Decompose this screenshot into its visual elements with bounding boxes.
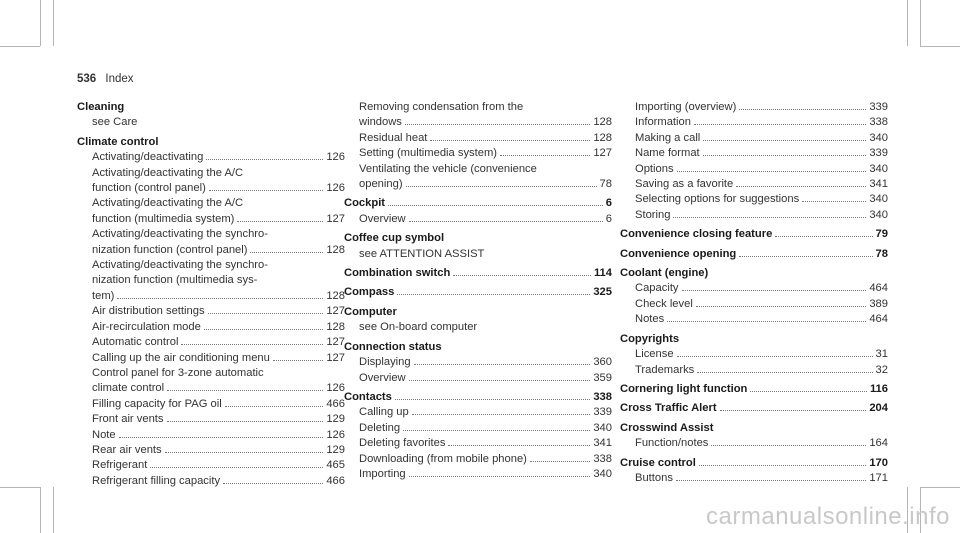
page-ref: 338 bbox=[593, 452, 612, 465]
index-subentry bbox=[77, 458, 345, 473]
index-subentry-text: Deleting bbox=[359, 421, 401, 434]
page-ref: 6 bbox=[605, 212, 612, 225]
index-heading-text: Combination switch bbox=[344, 267, 451, 280]
index-heading-text: Contacts bbox=[344, 390, 392, 403]
dot-leader bbox=[736, 186, 866, 187]
page-ref: 338 bbox=[869, 116, 888, 129]
index-subentry-text: Activating/deactivating bbox=[92, 151, 204, 164]
index-entry bbox=[344, 285, 612, 300]
dot-leader bbox=[406, 186, 597, 187]
page-ref: 127 bbox=[326, 351, 345, 364]
index-entry bbox=[620, 421, 888, 452]
dot-leader bbox=[448, 445, 590, 446]
index-subentry-text: tem) bbox=[92, 289, 115, 302]
page-ref: 79 bbox=[875, 228, 888, 241]
index-subentry bbox=[344, 436, 612, 451]
index-subentry bbox=[344, 452, 612, 467]
index-subentry-text: function (multimedia system) bbox=[92, 212, 235, 225]
index-subentry-text: Calling up bbox=[359, 406, 409, 419]
page-ref: 389 bbox=[869, 297, 888, 310]
index-entry bbox=[620, 247, 888, 262]
dot-leader bbox=[273, 360, 323, 361]
dot-leader bbox=[167, 421, 324, 422]
dot-leader bbox=[775, 236, 872, 237]
index-subentry-text: Deleting favorites bbox=[359, 437, 446, 450]
page-ref: 170 bbox=[869, 456, 888, 469]
dot-leader bbox=[225, 406, 324, 407]
dot-leader bbox=[388, 205, 603, 206]
index-subentry-text: Options bbox=[635, 162, 674, 175]
dot-leader bbox=[409, 476, 591, 477]
index-entry bbox=[77, 100, 345, 131]
crop-mark-bottom-left-h bbox=[0, 487, 40, 488]
dot-leader bbox=[673, 217, 866, 218]
page-ref: 340 bbox=[593, 467, 612, 480]
watermark-text: carmanualsonline.info bbox=[706, 503, 950, 530]
page-ref: 325 bbox=[593, 286, 612, 299]
dot-leader bbox=[403, 430, 590, 431]
index-subentry bbox=[77, 381, 345, 396]
index-heading bbox=[620, 247, 888, 262]
index-subentry bbox=[620, 471, 888, 486]
index-subentry-text: windows bbox=[359, 116, 402, 129]
index-entry bbox=[620, 227, 888, 242]
page-ref: 341 bbox=[869, 178, 888, 191]
index-column-1 bbox=[77, 100, 345, 493]
index-heading: Coffee cup symbol bbox=[344, 232, 445, 245]
index-subentry bbox=[344, 131, 612, 146]
index-heading-text: Cross Traffic Alert bbox=[620, 402, 717, 415]
page-ref: 127 bbox=[326, 336, 345, 349]
index-subentry bbox=[77, 320, 345, 335]
crop-mark-top-left-v2 bbox=[53, 0, 54, 46]
page-ref: 171 bbox=[869, 471, 888, 484]
index-subentry-text: Residual heat bbox=[359, 131, 428, 144]
crop-mark-top-right-v bbox=[907, 0, 908, 46]
index-heading: Coolant (engine) bbox=[620, 267, 709, 280]
dot-leader bbox=[677, 171, 867, 172]
page-ref: 129 bbox=[326, 443, 345, 456]
index-subentry-text: Refrigerant filling capacity bbox=[92, 474, 221, 487]
index-heading bbox=[620, 401, 888, 416]
page-ref: 338 bbox=[593, 390, 612, 403]
index-heading: Connection status bbox=[344, 340, 442, 353]
index-subentry bbox=[620, 208, 888, 223]
index-heading-text: Cruise control bbox=[620, 456, 696, 469]
page-ref: 340 bbox=[869, 131, 888, 144]
page-ref: 359 bbox=[593, 371, 612, 384]
dot-leader bbox=[165, 452, 324, 453]
page-ref: 78 bbox=[875, 247, 888, 260]
dot-leader bbox=[694, 124, 866, 125]
index-subentry bbox=[77, 289, 345, 304]
index-subentry-text: Control panel for 3-zone automatic bbox=[92, 366, 264, 379]
dot-leader bbox=[237, 221, 323, 222]
index-subentry bbox=[77, 428, 345, 443]
crop-mark-top-right-h bbox=[920, 46, 960, 47]
index-subentry bbox=[620, 281, 888, 296]
index-subentry-text: Activating/deactivating the A/C bbox=[92, 166, 244, 179]
index-entry bbox=[344, 196, 612, 227]
index-subentry-text: Overview bbox=[359, 212, 406, 225]
dot-leader bbox=[500, 155, 590, 156]
index-subentry-text: function (control panel) bbox=[92, 182, 206, 195]
index-heading-text: Convenience opening bbox=[620, 247, 737, 260]
page-ref: 126 bbox=[326, 382, 345, 395]
index-heading-text: Convenience closing feature bbox=[620, 228, 773, 241]
crop-mark-bottom-left-v bbox=[40, 487, 41, 533]
page-ref: 466 bbox=[326, 397, 345, 410]
index-subentry bbox=[344, 355, 612, 370]
index-heading bbox=[620, 456, 888, 471]
index-subentry-text: Downloading (from mobile phone) bbox=[359, 452, 527, 465]
index-see-reference: see On-board computer bbox=[359, 321, 478, 334]
index-subentry bbox=[344, 177, 612, 192]
dot-leader bbox=[167, 390, 323, 391]
index-heading bbox=[344, 266, 612, 281]
index-subentry-text: Ventilating the vehicle (convenience bbox=[359, 162, 537, 175]
index-entry bbox=[620, 266, 888, 328]
index-subentry bbox=[77, 150, 345, 165]
index-subentry bbox=[620, 363, 888, 378]
dot-leader bbox=[697, 372, 872, 373]
dot-leader bbox=[209, 190, 324, 191]
dot-leader bbox=[208, 313, 324, 314]
dot-leader bbox=[703, 140, 866, 141]
index-heading-text: Cockpit bbox=[344, 197, 386, 210]
index-subentry-text: nization function (control panel) bbox=[92, 243, 248, 256]
index-entry bbox=[344, 340, 612, 386]
page-ref: 129 bbox=[326, 413, 345, 426]
index-subentry-text: Refrigerant bbox=[92, 459, 148, 472]
index-subentry-text: Air-recirculation mode bbox=[92, 320, 201, 333]
page-ref: 128 bbox=[326, 289, 345, 302]
dot-leader bbox=[409, 221, 603, 222]
page-ref: 341 bbox=[593, 437, 612, 450]
index-subentry-text: Importing bbox=[359, 467, 406, 480]
dot-leader bbox=[677, 356, 873, 357]
index-entry bbox=[77, 135, 345, 489]
index-subentry bbox=[344, 405, 612, 420]
page-ref: 114 bbox=[593, 267, 612, 280]
index-subentry bbox=[344, 371, 612, 386]
dot-leader bbox=[204, 329, 324, 330]
dot-leader bbox=[711, 445, 866, 446]
page-ref: 128 bbox=[326, 320, 345, 333]
index-subentry bbox=[620, 115, 888, 130]
dot-leader bbox=[667, 321, 866, 322]
index-subentry-text: Capacity bbox=[635, 282, 679, 295]
page-ref: 464 bbox=[869, 313, 888, 326]
index-heading: Climate control bbox=[77, 135, 159, 148]
index-subentry bbox=[620, 146, 888, 161]
index-heading bbox=[620, 382, 888, 397]
dot-leader bbox=[739, 109, 866, 110]
index-subentry bbox=[344, 115, 612, 130]
index-entry bbox=[620, 456, 888, 487]
page-ref: 126 bbox=[326, 151, 345, 164]
page-number: 536 bbox=[77, 73, 97, 85]
page-ref: 360 bbox=[593, 356, 612, 369]
index-subentry-text: Buttons bbox=[635, 471, 673, 484]
page-ref: 340 bbox=[593, 421, 612, 434]
index-subentry bbox=[77, 304, 345, 319]
page-ref: 464 bbox=[869, 282, 888, 295]
page-ref: 465 bbox=[326, 459, 345, 472]
crop-mark-top-left-v bbox=[40, 0, 41, 46]
dot-leader bbox=[250, 252, 323, 253]
index-subentry-text: Filling capacity for PAG oil bbox=[92, 397, 222, 410]
index-heading: Crosswind Assist bbox=[620, 421, 714, 434]
section-title: Index bbox=[105, 73, 134, 85]
dot-leader bbox=[181, 344, 323, 345]
index-subentry-text: Activating/deactivating the A/C bbox=[92, 197, 244, 210]
index-subentry bbox=[77, 335, 345, 350]
page-ref: 128 bbox=[593, 131, 612, 144]
index-subentry-text: Information bbox=[635, 116, 691, 129]
index-subentry bbox=[344, 212, 612, 227]
index-see-reference: see ATTENTION ASSIST bbox=[359, 247, 485, 260]
index-subentry bbox=[620, 177, 888, 192]
index-heading bbox=[344, 196, 612, 211]
index-subentry bbox=[77, 181, 345, 196]
crop-mark-top-left-h bbox=[0, 46, 40, 47]
dot-leader bbox=[414, 364, 591, 365]
index-subentry bbox=[620, 192, 888, 207]
page-ref: 127 bbox=[326, 212, 345, 225]
index-subentry-text: Selecting options for suggestions bbox=[635, 193, 800, 206]
dot-leader bbox=[430, 140, 590, 141]
index-subentry-text: opening) bbox=[359, 178, 403, 191]
dot-leader bbox=[699, 465, 866, 466]
index-subentry-text: Rear air vents bbox=[92, 443, 162, 456]
index-subentry bbox=[77, 397, 345, 412]
index-entry bbox=[620, 401, 888, 416]
dot-leader bbox=[720, 410, 867, 411]
page-ref: 31 bbox=[875, 348, 888, 361]
index-subentry bbox=[77, 212, 345, 227]
index-subentry-text: Front air vents bbox=[92, 413, 164, 426]
index-entry bbox=[620, 332, 888, 378]
dot-leader bbox=[206, 159, 323, 160]
index-subentry bbox=[620, 297, 888, 312]
index-heading: Copyrights bbox=[620, 332, 680, 345]
dot-leader bbox=[117, 298, 323, 299]
dot-leader bbox=[412, 414, 591, 415]
index-subentry bbox=[77, 412, 345, 427]
index-heading bbox=[344, 285, 612, 300]
page-ref: 126 bbox=[326, 428, 345, 441]
dot-leader bbox=[119, 437, 324, 438]
dot-leader bbox=[739, 256, 872, 257]
index-subentry-text: Setting (multimedia system) bbox=[359, 147, 498, 160]
page-ref: 339 bbox=[593, 406, 612, 419]
index-subentry-text: Making a call bbox=[635, 131, 701, 144]
index-subentry-text: Trademarks bbox=[635, 363, 695, 376]
dot-leader bbox=[223, 483, 323, 484]
index-subentry bbox=[620, 436, 888, 451]
index-subentry bbox=[344, 146, 612, 161]
page-ref: 164 bbox=[869, 437, 888, 450]
page-ref: 339 bbox=[869, 147, 888, 160]
index-subentry-text: Saving as a favorite bbox=[635, 178, 734, 191]
index-subentry-text: Air distribution settings bbox=[92, 305, 205, 318]
index-heading-text: Cornering light function bbox=[620, 382, 748, 395]
index-subentry bbox=[620, 131, 888, 146]
page-ref: 78 bbox=[599, 178, 612, 191]
index-subentry bbox=[620, 347, 888, 362]
index-subentry bbox=[77, 474, 345, 489]
index-heading: Cleaning bbox=[77, 101, 125, 113]
page-ref: 204 bbox=[869, 402, 888, 415]
index-entry bbox=[344, 100, 612, 192]
index-subentry-text: Activating/deactivating the synchro- bbox=[92, 259, 268, 272]
index-subentry-text: Notes bbox=[635, 313, 665, 326]
index-heading bbox=[620, 227, 888, 242]
index-subentry-text: License bbox=[635, 348, 674, 361]
index-subentry-text: Note bbox=[92, 428, 116, 441]
index-entry bbox=[344, 390, 612, 482]
page-ref: 339 bbox=[869, 101, 888, 113]
index-column-2 bbox=[344, 100, 612, 486]
index-entry bbox=[344, 266, 612, 281]
page-ref: 116 bbox=[869, 382, 888, 395]
index-subentry-text: Storing bbox=[635, 208, 671, 221]
index-heading: Computer bbox=[344, 305, 397, 318]
index-subentry-text: Automatic control bbox=[92, 336, 179, 349]
page-ref: 340 bbox=[869, 162, 888, 175]
index-subentry bbox=[77, 351, 345, 366]
index-entry bbox=[344, 305, 612, 336]
crop-mark-bottom-left-v2 bbox=[53, 487, 54, 533]
page-ref: 128 bbox=[326, 243, 345, 256]
page-ref: 128 bbox=[593, 116, 612, 129]
index-subentry-text: Displaying bbox=[359, 356, 411, 369]
dot-leader bbox=[703, 155, 867, 156]
index-heading bbox=[344, 390, 612, 405]
index-subentry bbox=[344, 421, 612, 436]
dot-leader bbox=[802, 201, 866, 202]
dot-leader bbox=[676, 480, 866, 481]
dot-leader bbox=[453, 275, 591, 276]
dot-leader bbox=[530, 461, 590, 462]
dot-leader bbox=[750, 391, 867, 392]
index-entry bbox=[620, 100, 888, 223]
index-subentry bbox=[77, 443, 345, 458]
index-entry bbox=[620, 382, 888, 397]
page-ref: 32 bbox=[875, 363, 888, 376]
index-subentry bbox=[620, 312, 888, 327]
index-subentry bbox=[344, 467, 612, 482]
index-subentry bbox=[620, 100, 888, 115]
page-ref: 6 bbox=[605, 197, 612, 210]
dot-leader bbox=[696, 306, 867, 307]
crop-mark-bottom-right-h bbox=[920, 487, 960, 488]
index-subentry-text: Removing condensation from the bbox=[359, 101, 524, 113]
index-subentry-text: Importing (overview) bbox=[635, 101, 737, 113]
dot-leader bbox=[150, 467, 323, 468]
page-ref: 127 bbox=[326, 305, 345, 318]
index-subentry-text: Function/notes bbox=[635, 437, 709, 450]
dot-leader bbox=[409, 380, 591, 381]
page-ref: 340 bbox=[869, 208, 888, 221]
index-subentry-text: Check level bbox=[635, 297, 693, 310]
crop-mark-top-right-v2 bbox=[920, 0, 921, 46]
dot-leader bbox=[682, 290, 867, 291]
dot-leader bbox=[395, 399, 590, 400]
index-heading-text: Compass bbox=[344, 286, 395, 299]
page-ref: 126 bbox=[326, 182, 345, 195]
dot-leader bbox=[405, 124, 590, 125]
index-subentry bbox=[77, 243, 345, 258]
index-subentry-text: climate control bbox=[92, 382, 165, 395]
index-subentry-text: Calling up the air conditioning menu bbox=[92, 351, 270, 364]
index-subentry bbox=[620, 162, 888, 177]
index-entry bbox=[344, 231, 612, 262]
page-header bbox=[77, 73, 134, 85]
index-see-reference: see Care bbox=[92, 116, 138, 129]
index-column-3 bbox=[620, 100, 888, 490]
index-subentry-text: Overview bbox=[359, 371, 406, 384]
page-ref: 127 bbox=[593, 147, 612, 160]
index-subentry-text: Name format bbox=[635, 147, 700, 160]
page-ref: 340 bbox=[869, 193, 888, 206]
index-subentry-text: nization function (multimedia sys- bbox=[92, 274, 258, 287]
dot-leader bbox=[397, 294, 590, 295]
page-ref: 466 bbox=[326, 474, 345, 487]
index-subentry-text: Activating/deactivating the synchro- bbox=[92, 228, 268, 241]
